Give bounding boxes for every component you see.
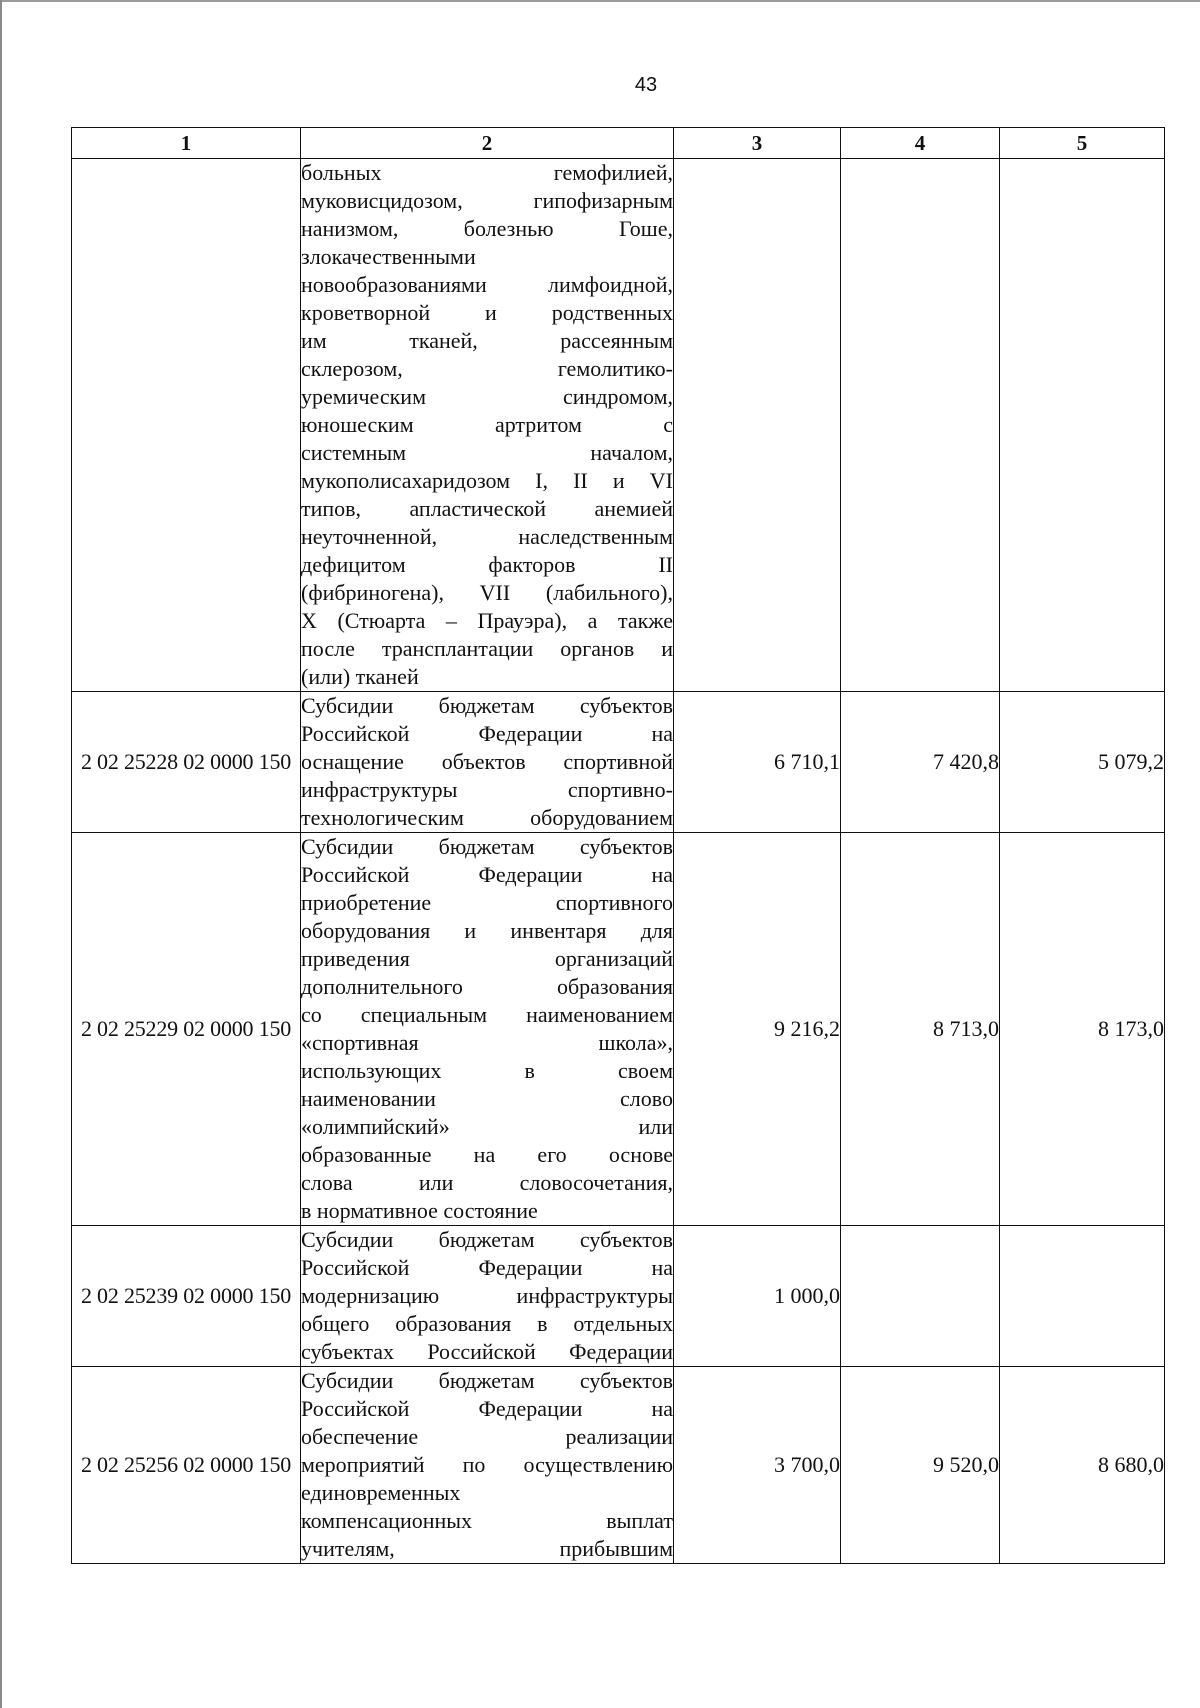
description-line: использующих в своем	[301, 1058, 673, 1083]
amount-cell-col4: 9 520,0	[841, 1367, 1000, 1564]
amount-cell-col4	[841, 1226, 1000, 1367]
description-line: компенсационных выплат	[301, 1508, 673, 1533]
description-line: Российской Федерации на	[301, 1255, 673, 1280]
amount-cell-col4	[841, 159, 1000, 692]
header-row	[72, 128, 1165, 159]
amount-cell-col4: 7 420,8	[841, 692, 1000, 833]
description-line: неуточненной, наследственным	[301, 524, 673, 549]
description-line: оборудования и инвентаря для	[301, 918, 673, 943]
description-line: дополнительного образования	[301, 974, 673, 999]
header-cell: 5	[1000, 128, 1165, 159]
header-cell: 4	[841, 128, 1000, 159]
table-row	[72, 1226, 1165, 1367]
amount-cell-col5: 8 680,0	[1000, 1367, 1165, 1564]
description-line: Российской Федерации на	[301, 862, 673, 887]
description-cell	[301, 833, 674, 1226]
amount-cell-col5	[1000, 1226, 1165, 1367]
page-edge-left	[0, 0, 2, 1708]
description-line: уремическим синдромом,	[301, 384, 673, 409]
description-line: модернизацию инфраструктуры	[301, 1283, 673, 1308]
budget-code-cell: 2 02 25229 02 0000 150	[72, 833, 301, 1226]
description-line: учителям, прибывшим	[301, 1536, 673, 1561]
budget-code-cell: 2 02 25239 02 0000 150	[72, 1226, 301, 1367]
budget-table	[71, 127, 1165, 1564]
budget-code-cell: 2 02 25228 02 0000 150	[72, 692, 301, 833]
description-line: «спортивная школа»,	[301, 1030, 673, 1055]
description-line: муковисцидозом, гипофизарным	[301, 188, 673, 213]
budget-code-cell: 2 02 25256 02 0000 150	[72, 1367, 301, 1564]
description-line: нанизмом, болезнью Гоше,	[301, 216, 673, 241]
amount-cell-col5: 8 173,0	[1000, 833, 1165, 1226]
description-line: единовременных	[301, 1480, 461, 1505]
description-line: системным началом,	[301, 440, 673, 465]
page-number: 43	[634, 74, 658, 96]
description-line: общего образования в отдельных	[301, 1311, 673, 1336]
header-cell: 3	[674, 128, 841, 159]
description-line: больных гемофилией,	[301, 160, 673, 185]
amount-cell-col3: 1 000,0	[674, 1226, 841, 1367]
description-line: (или) тканей	[301, 664, 419, 689]
description-line: юношеским артритом с	[301, 412, 673, 437]
description-line: типов, апластической анемией	[301, 496, 673, 521]
description-line: Субсидии бюджетам субъектов	[301, 693, 673, 718]
description-line: склерозом, гемолитико-	[301, 356, 673, 381]
description-cell	[301, 1226, 674, 1367]
description-line: им тканей, рассеянным	[301, 328, 673, 353]
budget-code-cell	[72, 159, 301, 692]
description-line: приведения организаций	[301, 946, 673, 971]
description-line: после трансплантации органов и	[301, 636, 673, 661]
description-line: приобретение спортивного	[301, 890, 673, 915]
description-line: наименовании слово	[301, 1086, 673, 1111]
table-row	[72, 1367, 1165, 1564]
description-line: технологическим оборудованием	[301, 805, 673, 830]
description-line: Субсидии бюджетам субъектов	[301, 1227, 673, 1252]
amount-cell-col3	[674, 159, 841, 692]
table-row	[72, 692, 1165, 833]
description-line: мукополисахаридозом I, II и VI	[301, 468, 673, 493]
description-line: инфраструктуры спортивно-	[301, 777, 673, 802]
amount-cell-col3: 9 216,2	[674, 833, 841, 1226]
table-row	[72, 159, 1165, 692]
header-cell: 2	[301, 128, 674, 159]
description-line: X (Стюарта – Прауэра), а также	[301, 608, 673, 633]
amount-cell-col5: 5 079,2	[1000, 692, 1165, 833]
description-line: новообразованиями лимфоидной,	[301, 272, 673, 297]
header-cell: 1	[72, 128, 301, 159]
amount-cell-col3: 6 710,1	[674, 692, 841, 833]
amount-cell-col4: 8 713,0	[841, 833, 1000, 1226]
description-line: мероприятий по осуществлению	[301, 1452, 673, 1477]
description-line: дефицитом факторов II	[301, 552, 673, 577]
description-line: Российской Федерации на	[301, 1396, 673, 1421]
amount-cell-col3: 3 700,0	[674, 1367, 841, 1564]
description-line: оснащение объектов спортивной	[301, 749, 673, 774]
description-line: (фибриногена), VII (лабильного),	[301, 580, 673, 605]
description-cell	[301, 159, 674, 692]
table-row	[72, 833, 1165, 1226]
description-line: «олимпийский» или	[301, 1114, 673, 1139]
description-line: Российской Федерации на	[301, 721, 673, 746]
description-cell	[301, 1367, 674, 1564]
description-line: обеспечение реализации	[301, 1424, 673, 1449]
description-line: в нормативное состояние	[301, 1198, 538, 1223]
page-edge-top	[0, 0, 1200, 2]
description-cell	[301, 692, 674, 833]
description-line: со специальным наименованием	[301, 1002, 673, 1027]
description-line: Субсидии бюджетам субъектов	[301, 834, 673, 859]
description-line: слова или словосочетания,	[301, 1170, 673, 1195]
description-line: кроветворной и родственных	[301, 300, 673, 325]
description-line: злокачественными	[301, 244, 476, 269]
amount-cell-col5	[1000, 159, 1165, 692]
description-line: Субсидии бюджетам субъектов	[301, 1368, 673, 1393]
description-line: образованные на его основе	[301, 1142, 673, 1167]
description-line: субъектах Российской Федерации	[301, 1339, 673, 1364]
